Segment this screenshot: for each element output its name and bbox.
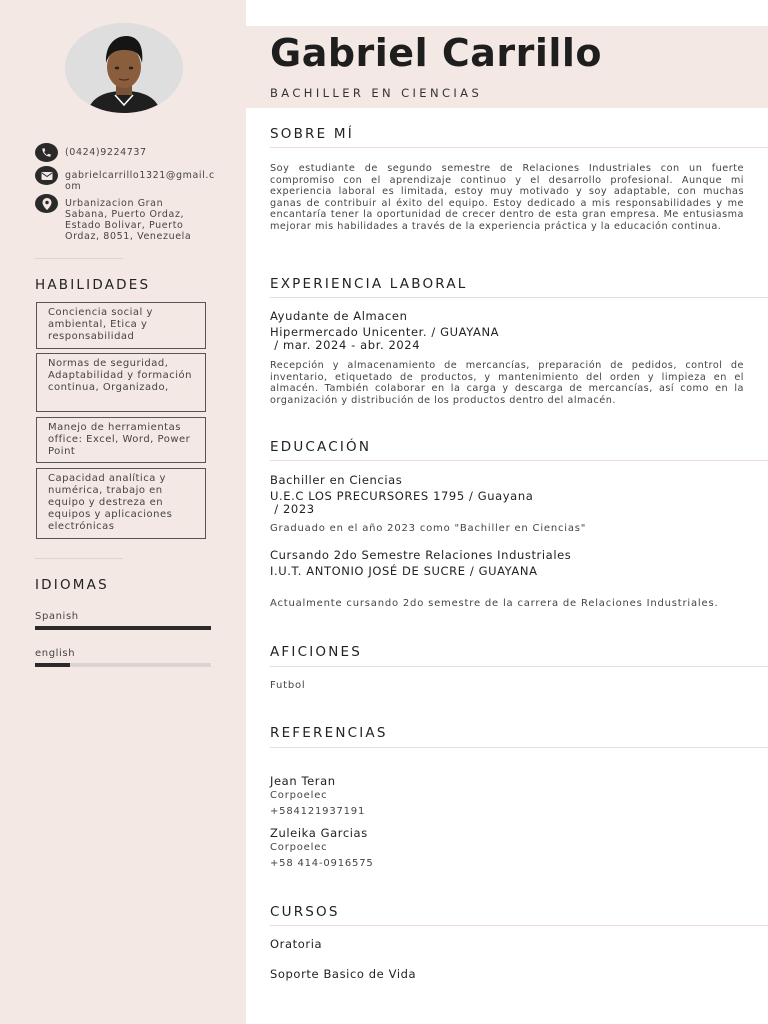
skills-heading: HABILIDADES: [35, 277, 151, 293]
education-degree: Bachiller en Ciencias: [270, 473, 403, 487]
education-description: Actualmente cursando 2do semestre de la carrera de Relaciones Industriales.: [270, 598, 719, 609]
phone-number: (0424)9224737: [65, 147, 147, 158]
education-dates: / 2023: [270, 502, 315, 516]
profile-photo-graphic: [65, 23, 183, 113]
sidebar-divider: [35, 258, 123, 259]
envelope-icon: [35, 166, 58, 185]
contact-address: [35, 198, 220, 242]
section-divider: [270, 297, 768, 298]
education-school: U.E.C LOS PRECURSORES 1795 / Guayana: [270, 489, 534, 503]
job-role: Ayudante de Almacen: [270, 309, 408, 323]
courses-heading: CURSOS: [270, 904, 340, 920]
contact-email: [35, 170, 220, 192]
hobbies-text: Futbol: [270, 680, 306, 691]
education-school: I.U.T. ANTONIO JOSÉ DE SUCRE / GUAYANA: [270, 564, 538, 578]
phone-icon: [35, 143, 58, 162]
reference-name: Zuleika Garcias: [270, 826, 368, 840]
hobbies-heading: AFICIONES: [270, 644, 363, 660]
job-company: Hipermercado Unicenter. / GUAYANA: [270, 325, 500, 339]
section-divider: [270, 747, 768, 748]
about-heading: SOBRE MÍ: [270, 126, 354, 142]
references-heading: REFERENCIAS: [270, 725, 388, 741]
section-divider: [270, 460, 768, 461]
reference-phone: +58 414-0916575: [270, 858, 374, 869]
skill-item: Normas de seguridad, Adaptabilidad y formación continua, Organizado,: [36, 353, 206, 412]
full-name: Gabriel Carrillo: [270, 31, 603, 75]
language-level-fill: [35, 663, 70, 667]
section-divider: [270, 147, 768, 148]
language-name: Spanish: [35, 611, 79, 622]
profile-photo: [65, 23, 183, 113]
address-text: Urbanizacion Gran Sabana, Puerto Ordaz, Estado Bolivar, Puerto Ordaz, 8051, Venezuela: [65, 198, 192, 242]
job-description: Recepción y almacenamiento de mercancías, preparación de pedidos, control de inventario, etiquetado de productos, y mantenimiento del orden y limpieza en el almacén. También colaborar en la carga y descarga de mercancías, así como en la organización y distribución de los productos dentro del almacén.: [270, 360, 744, 406]
course-item: Soporte Basico de Vida: [270, 967, 417, 981]
about-text: Soy estudiante de segundo semestre de Relaciones Industriales con un fuerte compromiso con el aprendizaje continuo y el desarrollo profesional. Aunque mi experiencia laboral es limitada, estoy muy motivado y soy adaptable, con muchas ganas de contribuir al éxito del equipo. Estoy dedicado a mis responsabilidades y me encantaría tener la oportunidad de crecer dentro de esta gran empresa. Me entusiasma mejorar mis habilidades a través de la experiencia práctica y la educación continua.: [270, 163, 744, 232]
section-divider: [270, 925, 768, 926]
skill-item: Manejo de herramientas office: Excel, Word, Power Point: [36, 417, 206, 463]
skill-item: Conciencia social y ambiental, Etica y responsabilidad: [36, 302, 206, 349]
reference-name: Jean Teran: [270, 774, 336, 788]
reference-company: Corpoelec: [270, 790, 328, 801]
location-pin-icon: [35, 194, 58, 213]
reference-company: Corpoelec: [270, 842, 328, 853]
section-divider: [270, 666, 768, 667]
sidebar-divider: [35, 558, 123, 559]
job-dates: / mar. 2024 - abr. 2024: [270, 338, 421, 352]
experience-heading: EXPERIENCIA LABORAL: [270, 276, 468, 292]
language-level-bar: [35, 626, 211, 630]
email-address[interactable]: gabrielcarrillo1321@gmail.com: [65, 170, 215, 192]
skill-item: Capacidad analítica y numérica, trabajo en equipo y destreza en equipos y aplicaciones electrónicas: [36, 468, 206, 539]
job-title: BACHILLER EN CIENCIAS: [270, 86, 483, 100]
language-level-bar: [35, 663, 211, 667]
language-name: english: [35, 648, 76, 659]
languages-heading: IDIOMAS: [35, 577, 109, 593]
contact-phone: [35, 147, 220, 162]
education-description: Graduado en el año 2023 como "Bachiller en Ciencias": [270, 523, 587, 534]
language-level-fill: [35, 626, 211, 630]
course-item: Oratoria: [270, 937, 323, 951]
education-heading: EDUCACIÓN: [270, 439, 372, 455]
reference-phone: +584121937191: [270, 806, 366, 817]
education-degree: Cursando 2do Semestre Relaciones Industriales: [270, 548, 572, 562]
